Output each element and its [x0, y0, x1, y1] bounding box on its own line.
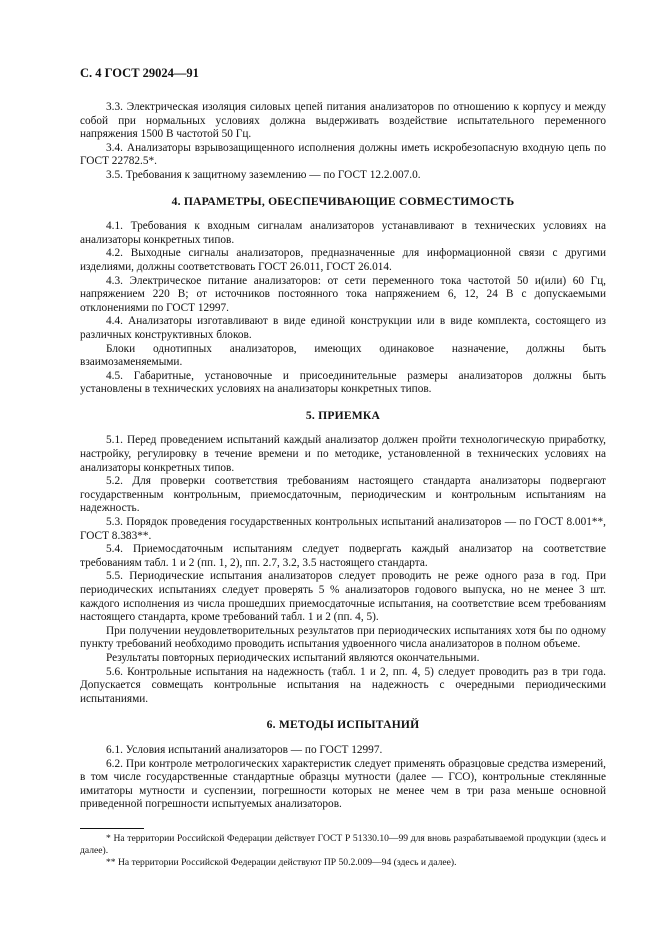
- section-3-continuation: [80, 101, 606, 183]
- page-header: С. 4 ГОСТ 29024—91: [80, 66, 199, 80]
- footnotes: [80, 833, 606, 870]
- section-5-heading: 5. ПРИЕМКА: [305, 408, 381, 422]
- clause-4-4: 4.4. Анализаторы изготавливают в виде единой конструкции или в виде комплекта, состоящего из различных конструктивных блоков.: [80, 315, 606, 341]
- clause-5-4: 5.4. Приемосдаточным испытаниям следует подвергать каждый анализатор на соответствие требованиям табл. 1 и 2 (пп. 1, 2), пп. 2.7, 3.2, 3.5 настоящего стандарта.: [80, 543, 606, 569]
- section-4: [80, 195, 606, 397]
- section-5: [80, 409, 606, 706]
- clause-5-5-note-1: При получении неудовлетворительных результатов при периодических испытаниях хотя бы по одному пункту требований необходимо проводить испытания удвоенного числа анализаторов в полном объеме.: [80, 624, 606, 651]
- clause-4-2: 4.2. Выходные сигналы анализаторов, предназначенные для информационной связи с другими изделиями, должны соответствовать ГОСТ 26.011, ГОСТ 26.014.: [80, 247, 606, 273]
- section-6: [80, 718, 606, 812]
- section-6-heading: 6. МЕТОДЫ ИСПЫТАНИЙ: [266, 718, 420, 732]
- clause-5-2: 5.2. Для проверки соответствия требованиям настоящего стандарта анализаторы подвергают государственным контрольным, приемосдаточным, периодическим и контрольным испытаниям на надежность.: [80, 475, 606, 515]
- clause-5-6: 5.6. Контрольные испытания на надежность (табл. 1 и 2, пп. 4, 5) следует проводить раз в три года. Допускается совмещать контрольные испытания на надежность с очередными периодическими испытаниями.: [80, 665, 606, 705]
- clause-5-1: 5.1. Перед проведением испытаний каждый анализатор должен пройти технологическую приработку, настройку, регулировку в течение времени и по методике, установленной в технических условиях на анализаторы конкретных типов.: [80, 434, 606, 474]
- clause-5-3: 5.3. Порядок проведения государственных контрольных испытаний анализаторов — по ГОСТ 8.001**, ГОСТ 8.383**.: [80, 516, 606, 542]
- clause-3-4: 3.4. Анализаторы взрывозащищенного исполнения должны иметь искробезопасную входную цепь по ГОСТ 22782.5*.: [80, 141, 606, 168]
- footnote-1: * На территории Российской Федерации действует ГОСТ Р 51330.10—99 для вновь разрабатываемой продукции (здесь и далее).: [80, 832, 606, 857]
- footnote-2: ** На территории Российской Федерации действуют ПР 50.2.009—94 (здесь и далее).: [106, 857, 457, 869]
- clause-4-1: 4.1. Требования к входным сигналам анализаторов устанавливают в технических условиях на анализаторы конкретных типов.: [80, 220, 606, 246]
- section-4-heading: 4. ПАРАМЕТРЫ, ОБЕСПЕЧИВАЮЩИЕ СОВМЕСТИМОСТЬ: [171, 194, 515, 208]
- clause-3-3: 3.3. Электрическая изоляция силовых цепей питания анализаторов по отношению к корпусу и между собой при нормальных условиях должна выдерживать воздействие испытательного переменного напряжения 1500 В частотой 50 Гц.: [80, 101, 606, 141]
- clause-5-5-note-2: Результаты повторных периодических испытаний являются окончательными.: [106, 651, 480, 664]
- footnote-divider: [80, 828, 144, 829]
- clause-5-5: 5.5. Периодические испытания анализаторов следует проводить не реже одного раза в год. При периодических испытаниях следует проверять 5 % анализаторов годового выпуска, но не менее 3 шт. каждого исполнения из числа прошедших приемосдаточные испытания, на соответствие всем требованиям настоящего стандарта, кроме требований табл. 1 и 2 (пп. 4, 5).: [80, 570, 606, 624]
- clause-6-2: 6.2. При контроле метрологических характеристик следует применять образцовые средства измерений, в том числе государственные стандартные образцы мутности (далее — ГСО), контрольные стеклянные имитаторы мутности и суспензии, погрешности которых не менее чем в три раза меньше основной приведенной погрешности испытуемых анализаторов.: [80, 757, 606, 811]
- clause-4-3: 4.3. Электрическое питание анализаторов: от сети переменного тока частотой 50 и(или) 60 Гц, напряжением 220 В; от источников постоянного тока напряжением 6, 12, 24 В с допускаемыми отклонениями по ГОСТ 12997.: [80, 274, 606, 314]
- clause-4-5: 4.5. Габаритные, установочные и присоединительные размеры анализаторов должны быть установлены в технических условиях на анализаторы конкретных типов.: [80, 369, 606, 396]
- document-body: [80, 101, 606, 812]
- clause-6-1: 6.1. Условия испытаний анализаторов — по ГОСТ 12997.: [106, 743, 383, 756]
- clause-4-4-note: Блоки однотипных анализаторов, имеющих одинаковое назначение, должны быть взаимозаменяемыми.: [80, 342, 606, 369]
- clause-3-5: 3.5. Требования к защитному заземлению — по ГОСТ 12.2.007.0.: [106, 168, 421, 181]
